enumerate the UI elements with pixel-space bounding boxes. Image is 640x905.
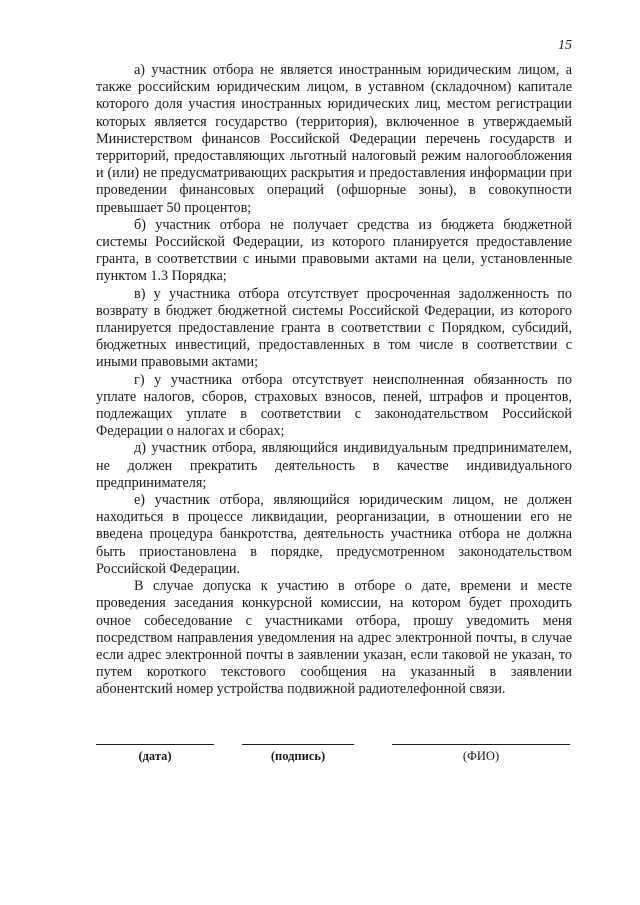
- paragraph-notification: В случае допуска к участию в отборе о дате, времени и месте проведения заседания конкурсной комиссии, на котором будет проходить очное собеседование с участниками отбора, прошу уведомить меня посредством направления уведомления на адрес электронной почты, в случае если адрес электронной почты в заявлении указан, если таковой не указан, то путем короткого текстового сообщения на указанный в заявлении абонентский номер устройства подвижной радиотелефонной связи.: [96, 578, 572, 698]
- date-field: [96, 744, 214, 764]
- signature-block: [96, 744, 572, 774]
- paragraph-b: б) участник отбора не получает средства из бюджета бюджетной системы Российской Федерации, из которого планируется предоставление гранта, в соответствии с иными правовыми актами на цели, установленные пунктом 1.3 Порядка;: [96, 216, 572, 285]
- document-body: [96, 62, 572, 699]
- name-label: (ФИО): [462, 749, 500, 763]
- signature-field: [242, 744, 354, 764]
- paragraph-a: а) участник отбора не является иностранным юридическим лицом, а также российским юридическим лицом, в уставном (складочном) капитале которого доля участия иностранных юридических лиц, местом регистрации которых является государство (территория), включенное в утверждаемый Министерством финансов Российской Федерации перечень государств и территорий, предоставляющих льготный налоговый режим налогообложения и (или) не предусматривающих раскрытия и предоставления информации при проведении финансовых операций (офшорные зоны), в совокупности превышает 50 процентов;: [96, 62, 572, 216]
- paragraph-d: д) участник отбора, являющийся индивидуальным предпринимателем, не должен прекратить деятельность в качестве индивидуального предпринимателя;: [96, 440, 572, 491]
- date-label: (дата): [138, 749, 172, 763]
- page-number: 15: [558, 38, 572, 53]
- paragraph-g: г) у участника отбора отсутствует неисполненная обязанность по уплате налогов, сборов, страховых взносов, пеней, штрафов и процентов, подлежащих уплате в соответствии с законодательством Российской Федерации о налогах и сборах;: [96, 371, 572, 440]
- name-field: [392, 744, 570, 764]
- paragraph-v: в) у участника отбора отсутствует просроченная задолженность по возврату в бюджет бюджетной системы Российской Федерации, из которого планируется предоставление гранта в соответствии с Порядком, субсидий, бюджетных инвестиций, предоставленных в том числе в соответствии с иными правовыми актами;: [96, 285, 572, 371]
- paragraph-e: е) участник отбора, являющийся юридическим лицом, не должен находиться в процессе ликвидации, реорганизации, в отношении его не введена процедура банкротства, деятельность участника отбора не должна быть приостановлена в порядке, предусмотренном законодательством Российской Федерации.: [96, 492, 572, 577]
- signature-label: (подпись): [270, 749, 326, 763]
